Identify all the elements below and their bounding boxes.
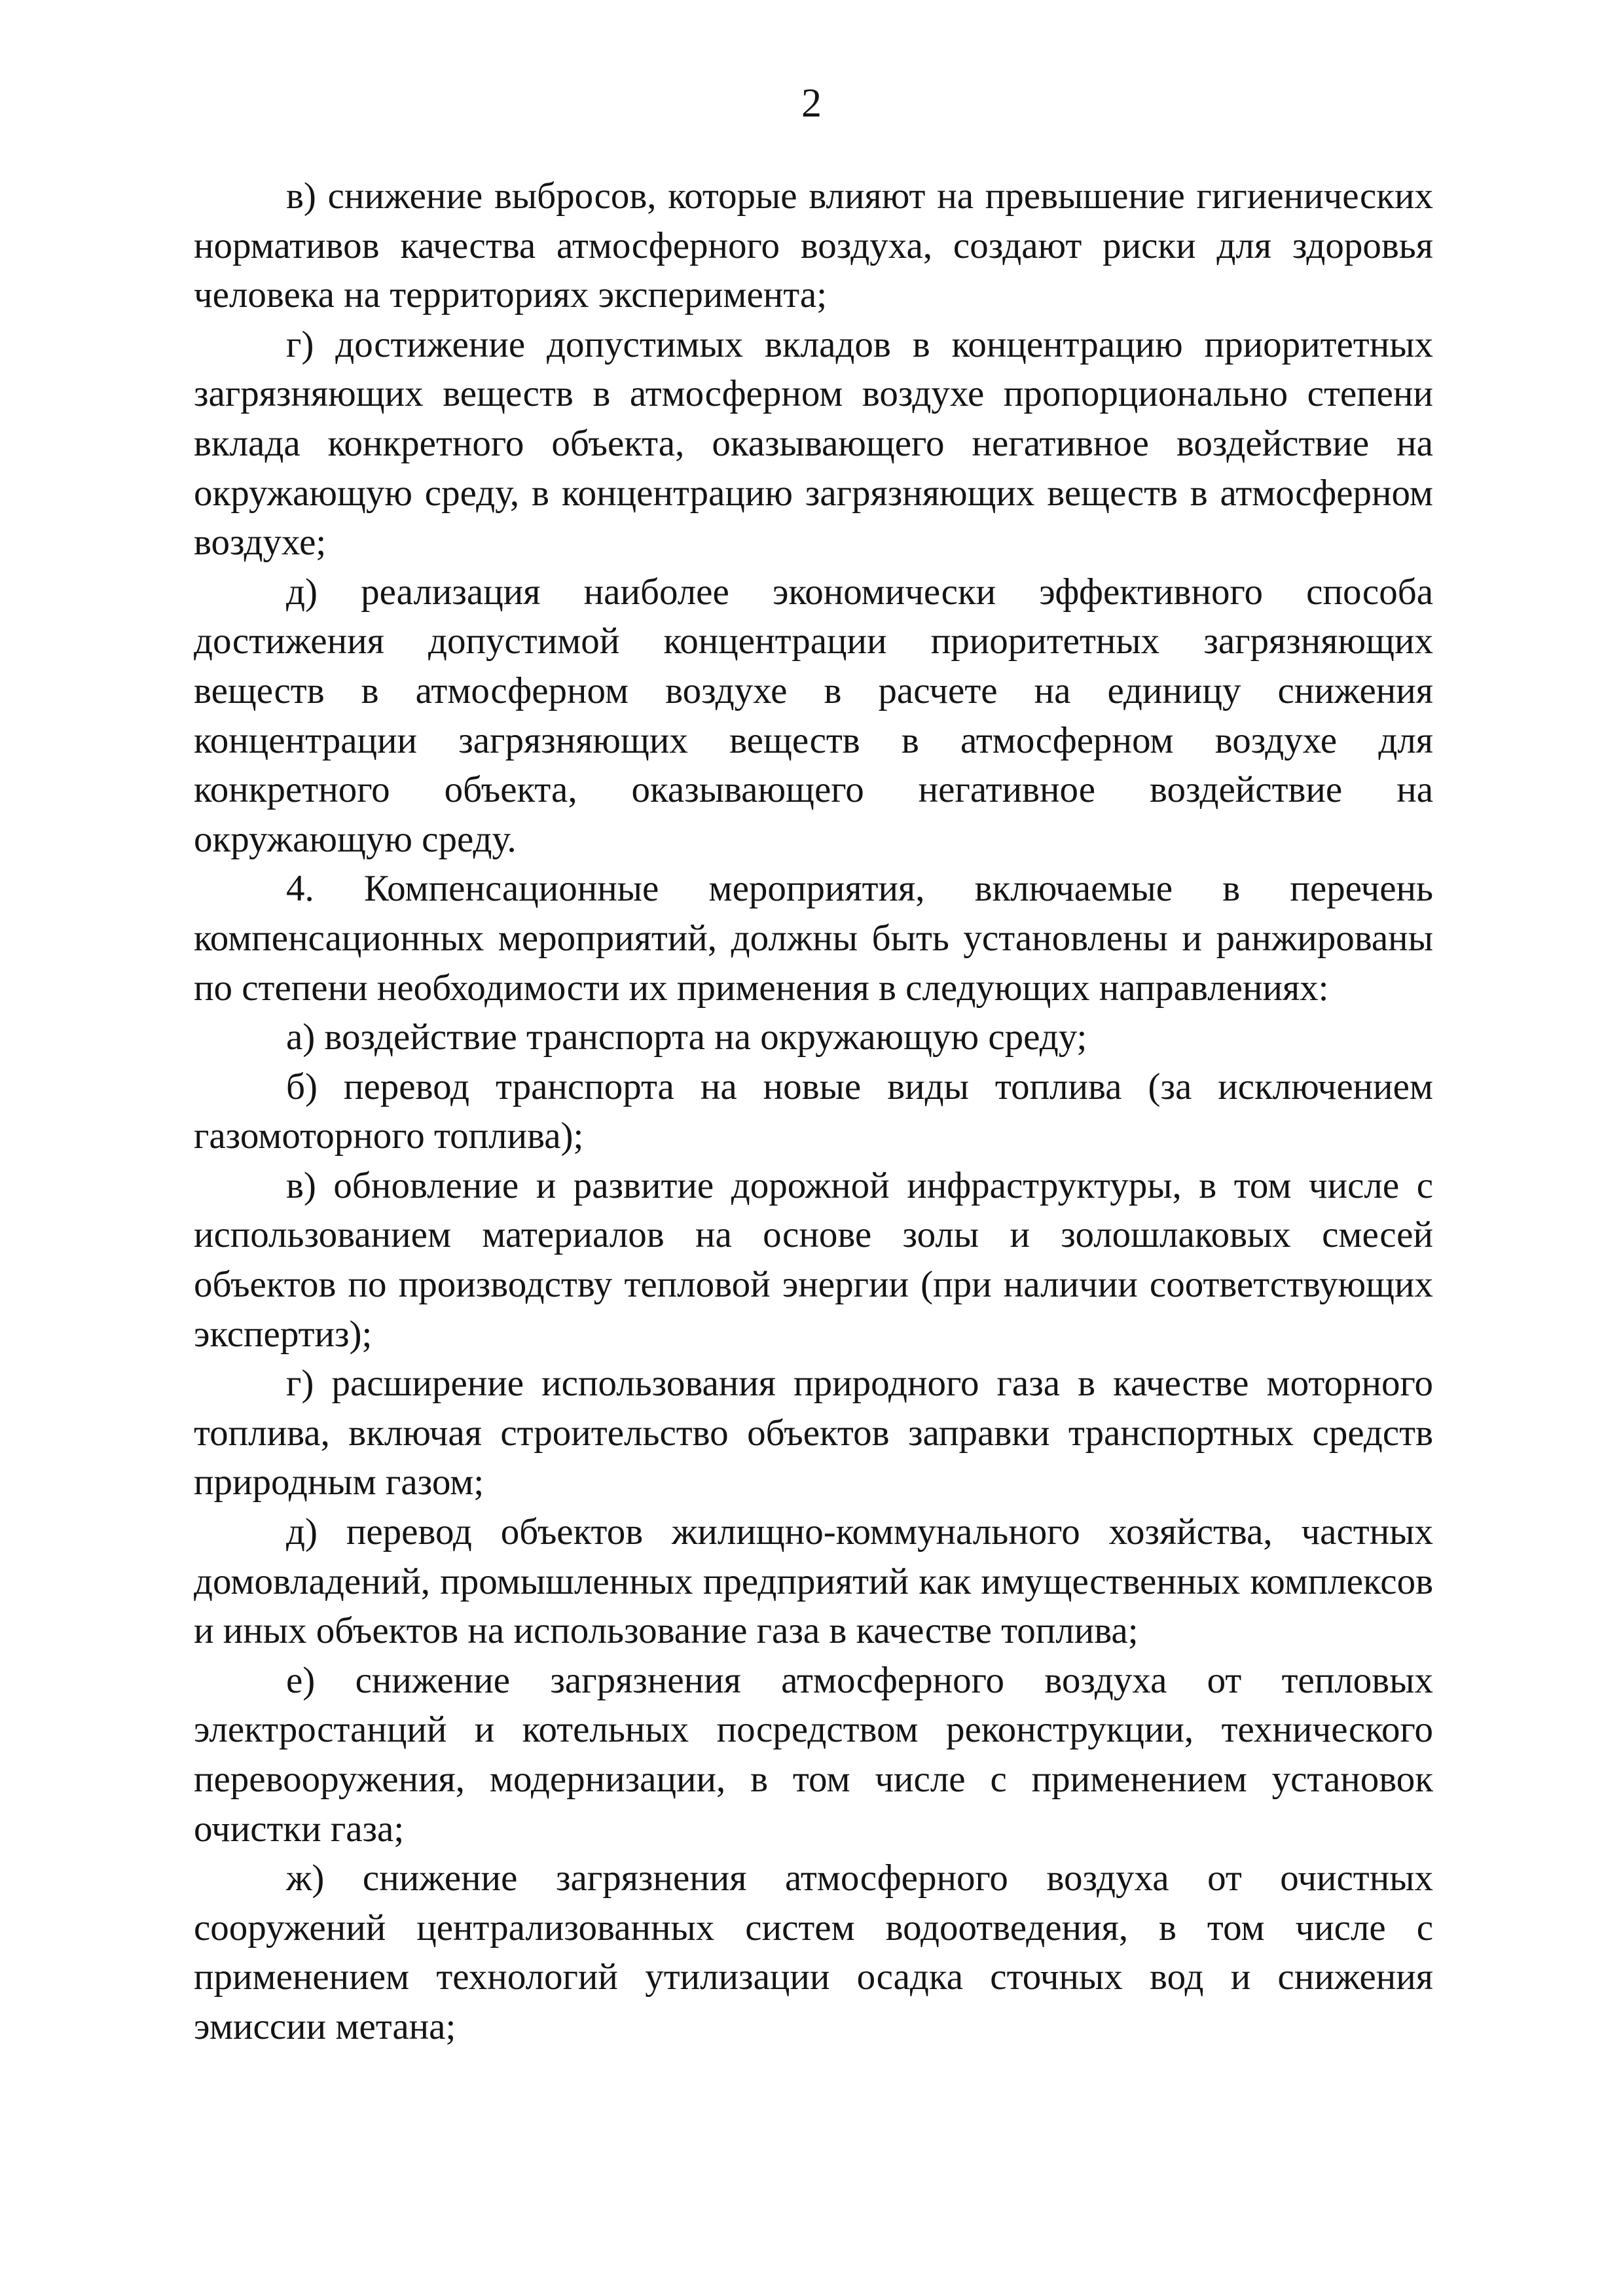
list-item-a-transport-impact: а) воздействие транспорта на окружающую среду;	[286, 1016, 1087, 1058]
paragraph-g-permissible-contributions: г) достижение допустимых вкладов в концентрацию приоритетных загрязняющих веществ в атмосферном воздухе пропорционально степени вклада конкретного объекта, оказывающего негативное воздействие на окружающую среду, в концентрацию загрязняющих веществ в атмосферном воздухе;	[194, 323, 1433, 564]
paragraph-v-emissions: в) снижение выбросов, которые влияют на превышение гигиенических нормативов качества атмосферного воздуха, создают риски для здоровья человека на территориях эксперимента;	[194, 175, 1433, 316]
page-number: 2	[801, 81, 822, 126]
paragraph-4-compensation-measures: 4. Компенсационные мероприятия, включаемые в перечень компенсационных мероприятий, должны быть установлены и ранжированы по степени необходимости их применения в следующих направлениях:	[194, 868, 1433, 1009]
list-item-b-new-fuels: б) перевод транспорта на новые виды топлива (за исключением газомоторного топлива);	[194, 1066, 1433, 1157]
paragraph-d-cost-effective-method: д) реализация наиболее экономически эффективного способа достижения допустимой концентрации приоритетных загрязняющих веществ в атмосферном воздухе в расчете на единицу снижения концентрации загрязняющих веществ в атмосферном воздухе для конкретного объекта, оказывающего негативное воздействие на окружающую среду.	[194, 571, 1433, 860]
list-item-g-natural-gas-motor-fuel: г) расширение использования природного газа в качестве моторного топлива, включая строительство объектов заправки транспортных средств природным газом;	[194, 1363, 1433, 1503]
list-item-v-road-infrastructure: в) обновление и развитие дорожной инфраструктуры, в том числе с использованием материалов на основе золы и золошлаковых смесей объектов по производству тепловой энергии (при наличии соответствующих экспертиз);	[194, 1164, 1433, 1355]
list-item-zh-wastewater-pollution: ж) снижение загрязнения атмосферного воздуха от очистных сооружений централизованных систем водоотведения, в том числе с применением технологий утилизации осадка сточных вод и снижения эмиссии метана;	[194, 1857, 1433, 2047]
document-body	[194, 171, 1433, 2052]
list-item-d-gas-conversion: д) перевод объектов жилищно-коммунального хозяйства, частных домовладений, промышленных предприятий как имущественных комплексов и иных объектов на использование газа в качестве топлива;	[194, 1511, 1433, 1652]
list-item-e-power-plant-pollution: е) снижение загрязнения атмосферного воздуха от тепловых электростанций и котельных посредством реконструкции, технического перевооружения, модернизации, в том числе с применением установок очистки газа;	[194, 1659, 1433, 1850]
